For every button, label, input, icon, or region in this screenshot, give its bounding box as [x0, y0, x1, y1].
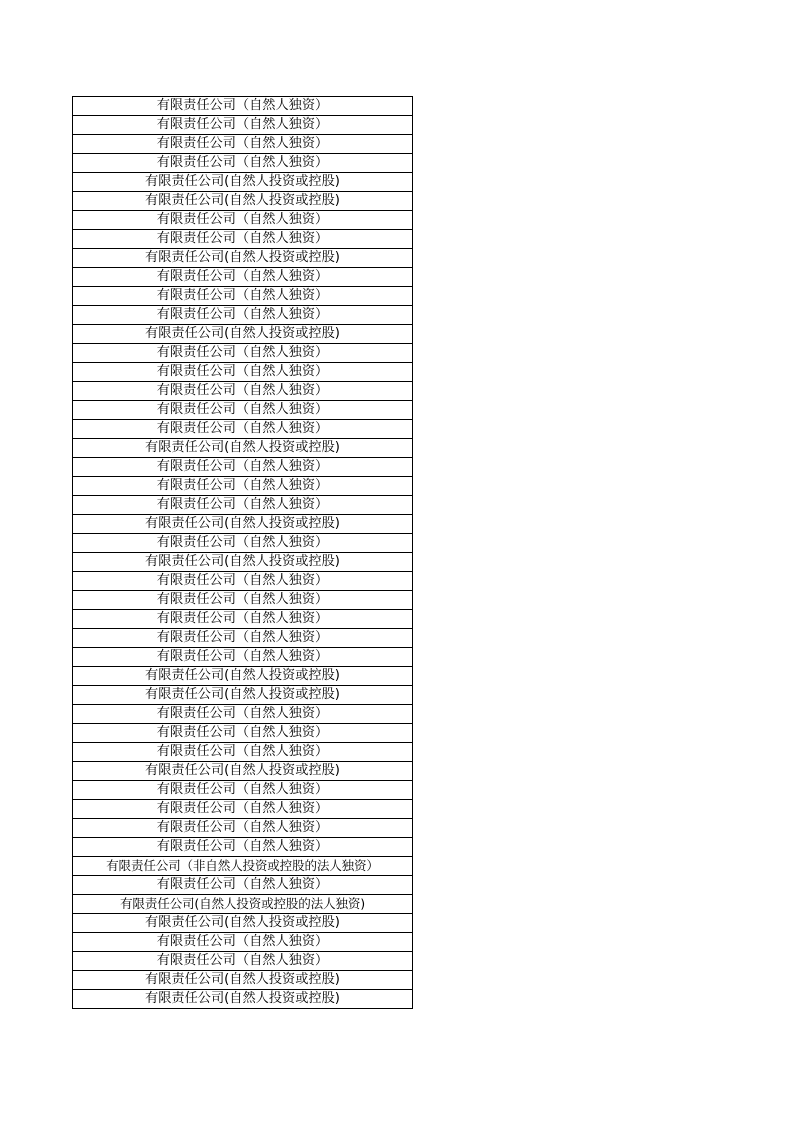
table-row	[73, 648, 413, 667]
table-row	[73, 819, 413, 838]
company-type-cell[interactable]: 有限责任公司（自然人独资）	[73, 838, 413, 857]
company-type-cell[interactable]: 有限责任公司（自然人独资）	[73, 97, 413, 116]
table-row	[73, 249, 413, 268]
table-row	[73, 401, 413, 420]
table-row	[73, 933, 413, 952]
company-type-cell[interactable]: 有限责任公司（自然人独资）	[73, 610, 413, 629]
table-row	[73, 572, 413, 591]
table-row	[73, 325, 413, 344]
table-row	[73, 382, 413, 401]
table-row	[73, 610, 413, 629]
company-type-cell[interactable]: 有限责任公司（自然人独资）	[73, 306, 413, 325]
company-type-cell[interactable]: 有限责任公司（自然人独资）	[73, 344, 413, 363]
table-row	[73, 990, 413, 1009]
company-type-cell[interactable]: 有限责任公司(自然人投资或控股)	[73, 762, 413, 781]
table-row	[73, 857, 413, 876]
company-type-cell[interactable]: 有限责任公司(自然人投资或控股)	[73, 192, 413, 211]
table-row	[73, 800, 413, 819]
table-row	[73, 686, 413, 705]
table-row	[73, 591, 413, 610]
company-type-cell[interactable]: 有限责任公司（自然人独资）	[73, 154, 413, 173]
company-type-table-body	[73, 97, 413, 1009]
company-type-cell[interactable]: 有限责任公司（自然人独资）	[73, 743, 413, 762]
table-row	[73, 743, 413, 762]
company-type-cell[interactable]: 有限责任公司(自然人投资或控股)	[73, 173, 413, 192]
company-type-cell[interactable]: 有限责任公司（自然人独资）	[73, 952, 413, 971]
table-row	[73, 705, 413, 724]
company-type-cell[interactable]: 有限责任公司（自然人独资）	[73, 363, 413, 382]
company-type-cell[interactable]: 有限责任公司(自然人投资或控股)	[73, 914, 413, 933]
company-type-cell[interactable]: 有限责任公司(自然人投资或控股)	[73, 990, 413, 1009]
company-type-cell[interactable]: 有限责任公司（自然人独资）	[73, 230, 413, 249]
company-type-cell[interactable]: 有限责任公司(自然人投资或控股)	[73, 971, 413, 990]
company-type-cell[interactable]: 有限责任公司(自然人投资或控股)	[73, 553, 413, 572]
company-type-cell[interactable]: 有限责任公司（自然人独资）	[73, 268, 413, 287]
table-row	[73, 895, 413, 914]
company-type-cell[interactable]: 有限责任公司(自然人投资或控股)	[73, 686, 413, 705]
table-row	[73, 135, 413, 154]
table-row	[73, 952, 413, 971]
company-type-cell[interactable]: 有限责任公司（自然人独资）	[73, 800, 413, 819]
table-row	[73, 762, 413, 781]
company-type-cell[interactable]: 有限责任公司（自然人独资）	[73, 705, 413, 724]
company-type-cell[interactable]: 有限责任公司（自然人独资）	[73, 648, 413, 667]
table-row	[73, 515, 413, 534]
table-row	[73, 724, 413, 743]
table-row	[73, 971, 413, 990]
table-row	[73, 173, 413, 192]
table-row	[73, 496, 413, 515]
company-type-cell[interactable]: 有限责任公司（非自然人投资或控股的法人独资）	[73, 857, 413, 876]
company-type-cell[interactable]: 有限责任公司（自然人独资）	[73, 135, 413, 154]
table-row	[73, 268, 413, 287]
company-type-cell[interactable]: 有限责任公司（自然人独资）	[73, 572, 413, 591]
company-type-cell[interactable]: 有限责任公司（自然人独资）	[73, 477, 413, 496]
company-type-cell[interactable]: 有限责任公司（自然人独资）	[73, 534, 413, 553]
company-type-cell[interactable]: 有限责任公司（自然人独资）	[73, 876, 413, 895]
company-type-cell[interactable]: 有限责任公司（自然人独资）	[73, 819, 413, 838]
table-row	[73, 914, 413, 933]
table-row	[73, 553, 413, 572]
table-row	[73, 629, 413, 648]
table-row	[73, 363, 413, 382]
company-type-cell[interactable]: 有限责任公司（自然人独资）	[73, 420, 413, 439]
company-type-cell[interactable]: 有限责任公司（自然人独资）	[73, 933, 413, 952]
company-type-cell[interactable]: 有限责任公司(自然人投资或控股)	[73, 515, 413, 534]
table-row	[73, 344, 413, 363]
table-row	[73, 192, 413, 211]
company-type-cell[interactable]: 有限责任公司（自然人独资）	[73, 629, 413, 648]
table-row	[73, 477, 413, 496]
table-row	[73, 534, 413, 553]
company-type-cell[interactable]: 有限责任公司（自然人独资）	[73, 458, 413, 477]
table-row	[73, 439, 413, 458]
company-type-cell[interactable]: 有限责任公司(自然人投资或控股的法人独资)	[73, 895, 413, 914]
company-type-cell[interactable]: 有限责任公司(自然人投资或控股)	[73, 249, 413, 268]
company-type-cell[interactable]: 有限责任公司（自然人独资）	[73, 496, 413, 515]
company-type-cell[interactable]: 有限责任公司（自然人独资）	[73, 211, 413, 230]
company-type-cell[interactable]: 有限责任公司（自然人独资）	[73, 287, 413, 306]
table-row	[73, 781, 413, 800]
table-row	[73, 230, 413, 249]
table-row	[73, 838, 413, 857]
company-type-cell[interactable]: 有限责任公司（自然人独资）	[73, 382, 413, 401]
company-type-cell[interactable]: 有限责任公司(自然人投资或控股)	[73, 439, 413, 458]
company-type-cell[interactable]: 有限责任公司（自然人独资）	[73, 781, 413, 800]
company-type-table	[72, 96, 413, 1009]
table-row	[73, 154, 413, 173]
company-type-cell[interactable]: 有限责任公司（自然人独资）	[73, 401, 413, 420]
table-row	[73, 97, 413, 116]
table-row	[73, 667, 413, 686]
company-type-cell[interactable]: 有限责任公司（自然人独资）	[73, 724, 413, 743]
table-row	[73, 458, 413, 477]
table-row	[73, 287, 413, 306]
company-type-cell[interactable]: 有限责任公司（自然人独资）	[73, 591, 413, 610]
table-row	[73, 876, 413, 895]
company-type-cell[interactable]: 有限责任公司（自然人独资）	[73, 116, 413, 135]
company-type-cell[interactable]: 有限责任公司(自然人投资或控股)	[73, 325, 413, 344]
table-row	[73, 116, 413, 135]
company-type-cell[interactable]: 有限责任公司(自然人投资或控股)	[73, 667, 413, 686]
table-row	[73, 211, 413, 230]
table-row	[73, 420, 413, 439]
table-row	[73, 306, 413, 325]
